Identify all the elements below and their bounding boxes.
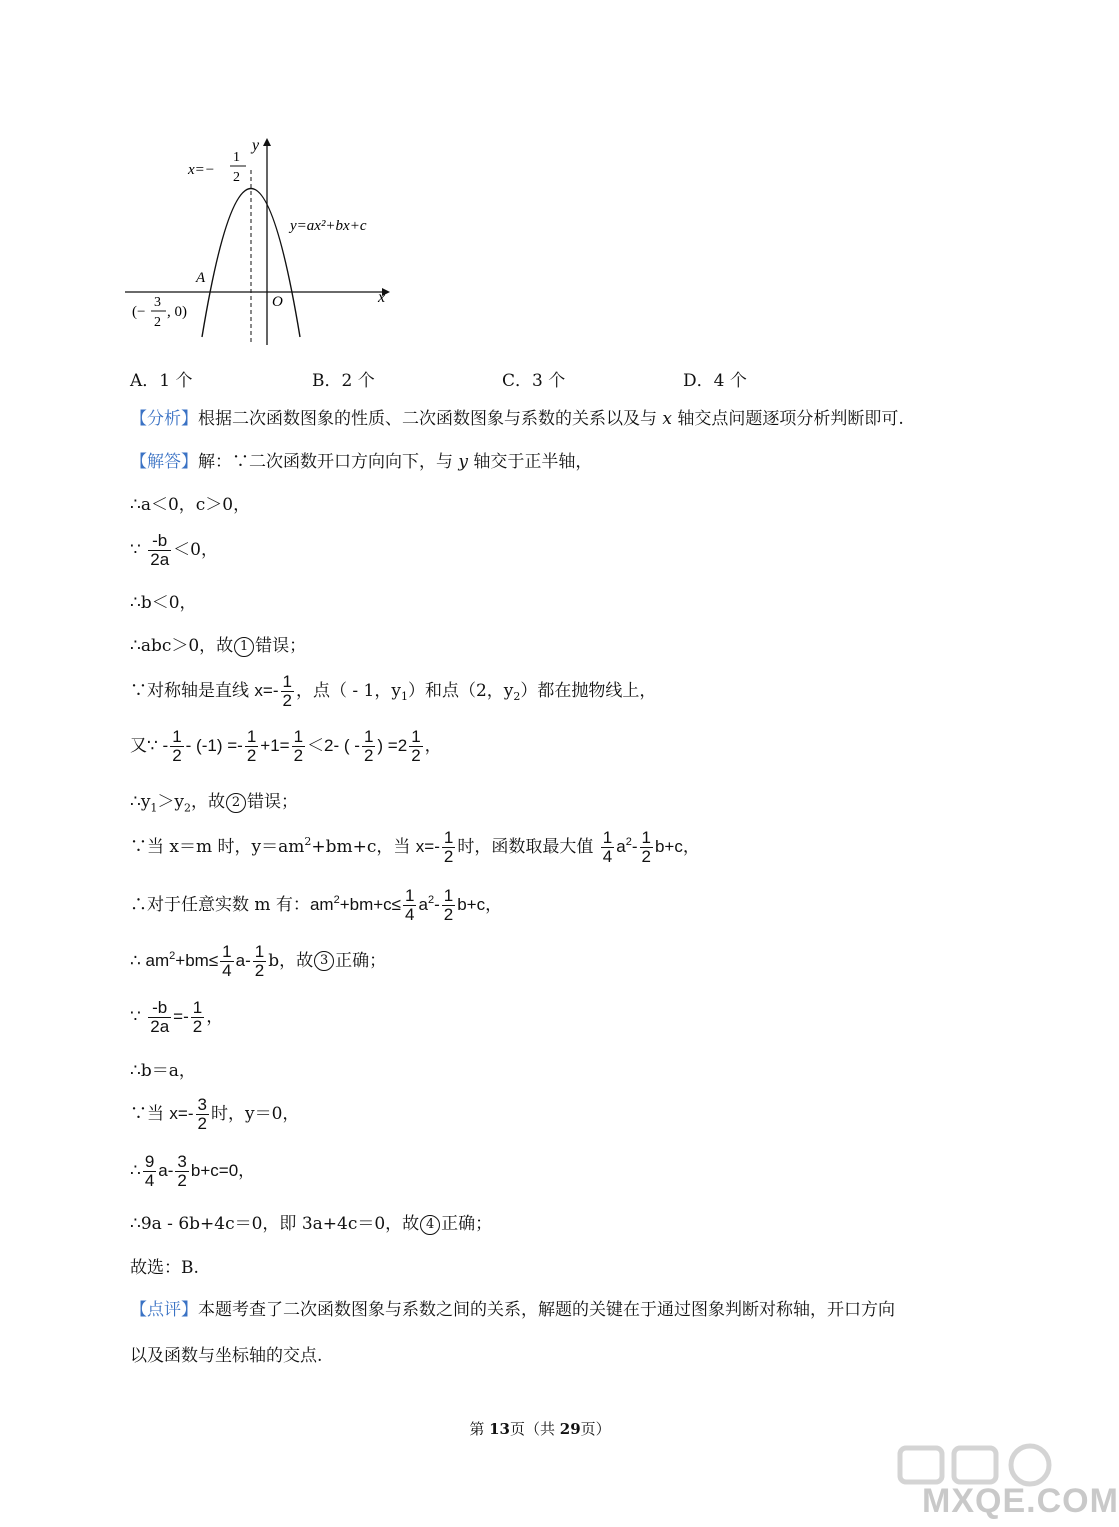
- solution-text: -: [631, 836, 638, 856]
- circled-number: 2: [226, 793, 246, 813]
- solution-text: +bm+c，当: [311, 836, 416, 857]
- footer-text: 页（共: [509, 1420, 560, 1438]
- solution-line-14: [130, 1096, 299, 1133]
- analysis-text: 轴交点问题逐项分析判断即可.: [672, 409, 904, 429]
- point-a-label: A: [196, 270, 206, 286]
- superscript: 2: [427, 894, 435, 907]
- solution-line-5: [130, 636, 306, 657]
- option-text: 2 个: [341, 371, 375, 391]
- axis-eq-num: 1: [233, 150, 240, 165]
- solution-text: 错误；: [255, 636, 307, 656]
- solution-line-8: [130, 792, 298, 815]
- solution-text: b，故: [268, 950, 314, 971]
- solution-text: 错误；: [247, 792, 299, 812]
- solution-line-6: [130, 673, 656, 710]
- solution-text: 时，函数取最大值: [457, 836, 599, 857]
- solution-text: ∴: [130, 1160, 141, 1181]
- solution-text: ，故: [191, 792, 226, 812]
- point-coord-close: , 0): [167, 304, 187, 320]
- solution-text: ∴ am: [130, 950, 170, 970]
- fraction: $\frac{1}{2}$: [246, 727, 257, 765]
- subscript: 2: [513, 690, 521, 704]
- fraction: $\frac{1}{4}$: [222, 942, 232, 980]
- solution-text: 轴交于正半轴，: [468, 452, 593, 472]
- solution-var: am: [309, 894, 334, 914]
- solution-var: x=-: [254, 680, 279, 700]
- subscript: 2: [184, 801, 192, 815]
- option-text: 4 个: [713, 371, 747, 391]
- solution-line-9: [130, 829, 700, 866]
- solution-text: b+c=0，: [190, 1160, 256, 1180]
- fraction: $\frac{1}{2}$: [172, 727, 182, 765]
- solution-text: ∵当: [130, 1103, 170, 1124]
- solution-line-12: [130, 999, 223, 1036]
- solution-text: 时，y＝0，: [210, 1103, 300, 1124]
- solution-line-15: [130, 1153, 255, 1190]
- solution-line-3: [130, 532, 218, 569]
- solution-text: b+c，: [654, 836, 700, 856]
- analysis-var: x: [662, 409, 672, 429]
- axis-eq-prefix: x=−: [188, 162, 215, 178]
- solution-text: +bm+c≤: [339, 894, 401, 914]
- solution-var: x=-: [415, 836, 440, 856]
- option-letter: C．: [502, 371, 533, 391]
- solution-text: ∵对称轴是直线: [130, 680, 255, 701]
- analysis-line: [130, 409, 904, 429]
- solution-text: ∴abc＞0，故: [130, 636, 234, 656]
- comment-tag: 【点评】: [130, 1300, 198, 1320]
- page-number: 13: [489, 1420, 510, 1438]
- point-coord-open: (−: [132, 304, 146, 320]
- solution-text: ) =2: [377, 735, 408, 755]
- fraction: $\frac{1}{2}$: [254, 942, 265, 980]
- fraction: $\frac{1}{2}$: [282, 672, 292, 710]
- comment-line-2: 以及函数与坐标轴的交点.: [130, 1346, 323, 1366]
- subscript: 1: [400, 690, 408, 704]
- solution-line-4: ∴b＜0，: [130, 593, 197, 613]
- solution-var: a: [418, 894, 428, 914]
- solution-text: b+c，: [457, 894, 503, 914]
- fraction: $\frac{1}{4}$: [602, 828, 613, 866]
- solution-text: ＞y: [157, 792, 185, 812]
- comment-line-1: [130, 1300, 895, 1320]
- solution-line-11: [130, 943, 386, 980]
- option-text: 1 个: [159, 371, 193, 391]
- watermark-text: MXQE.COM: [922, 1482, 1119, 1520]
- fraction: $\frac{1}{2}$: [411, 727, 421, 765]
- solution-text: a-: [158, 1160, 174, 1180]
- fraction: $\frac{1}{4}$: [405, 886, 415, 924]
- solution-text: 正确；: [335, 950, 387, 971]
- footer-text: 页）: [580, 1420, 611, 1438]
- solution-line-17: 故选：B.: [130, 1258, 199, 1278]
- answer-options: [0, 366, 1080, 390]
- solution-text: ∵当 x＝m 时，y＝am: [130, 836, 305, 857]
- fraction: $\frac{1}{2}$: [363, 727, 374, 765]
- superscript: 2: [304, 835, 312, 849]
- solution-text: ）都在抛物线上，: [520, 680, 657, 701]
- solution-text: ∴9a - 6b+4c＝0，即 3a+4c＝0，故: [130, 1214, 420, 1234]
- solution-text: ∵: [130, 539, 147, 560]
- solution-line-1: [130, 452, 592, 472]
- solution-var: x=-: [169, 1103, 194, 1123]
- solution-text: =-: [173, 1006, 189, 1026]
- fraction: $\frac{-b}{2a}$: [150, 998, 170, 1036]
- subscript: 1: [150, 801, 158, 815]
- solution-line-10: [130, 887, 502, 924]
- fraction: $\frac{1}{2}$: [192, 998, 203, 1036]
- solution-line-7: [130, 728, 442, 765]
- fraction: $\frac{3}{2}$: [177, 1152, 187, 1190]
- solution-text: 又∵ -: [130, 735, 169, 755]
- option-d: [683, 366, 747, 391]
- solution-text: 正确；: [441, 1214, 493, 1234]
- solution-text: ∵: [130, 1006, 147, 1027]
- fraction: $\frac{3}{2}$: [197, 1095, 207, 1133]
- circled-number: 4: [420, 1215, 440, 1235]
- solution-text: ，点（ - 1，y: [295, 680, 401, 701]
- analysis-tag: 【分析】: [130, 409, 198, 429]
- y-axis-label: y: [252, 137, 260, 154]
- solution-text: +1=: [260, 735, 290, 755]
- solution-var: a: [616, 836, 626, 856]
- superscript: 2: [169, 950, 176, 963]
- analysis-text: 根据二次函数图象的性质、二次函数图象与系数的关系以及与: [198, 409, 663, 429]
- solution-text: 解：∵二次函数开口方向向下，与: [198, 452, 459, 472]
- solution-text: ，: [206, 1006, 224, 1027]
- solution-text: ＜2- ( -: [307, 735, 360, 755]
- solution-tag: 【解答】: [130, 452, 198, 472]
- solution-text: +bm≤: [175, 950, 219, 970]
- fraction: $\frac{-b}{2a}$: [150, 531, 170, 569]
- solution-text: - (-1) =-: [185, 735, 243, 755]
- option-text: 3 个: [532, 371, 566, 391]
- function-label: y=ax²+bx+c: [290, 218, 367, 234]
- option-letter: D．: [683, 371, 714, 391]
- footer-text: 第: [469, 1420, 490, 1438]
- parabola-graph: [120, 130, 420, 350]
- superscript: 2: [333, 894, 340, 907]
- solution-line-16: [130, 1214, 492, 1235]
- solution-text: ＜0，: [173, 539, 218, 560]
- page-total: 29: [559, 1420, 581, 1438]
- solution-text: -: [434, 894, 440, 914]
- page-footer: [0, 1418, 1080, 1439]
- solution-text: ）和点（2，y: [407, 680, 514, 701]
- origin-label: O: [272, 294, 283, 310]
- axis-eq-den: 2: [233, 170, 240, 185]
- solution-line-13: ∴b＝a，: [130, 1061, 196, 1081]
- solution-text: ∴对于任意实数 m 有：: [130, 894, 310, 915]
- option-letter: B．: [312, 371, 342, 391]
- option-c: [502, 366, 565, 391]
- fraction: $\frac{1}{2}$: [293, 727, 304, 765]
- point-coord-den: 2: [154, 315, 161, 330]
- option-a: [130, 366, 193, 391]
- x-axis-label: x: [378, 289, 386, 306]
- solution-text: ∴y: [130, 792, 151, 812]
- fraction: $\frac{1}{2}$: [443, 886, 454, 924]
- circled-number: 3: [314, 951, 334, 971]
- comment-text: 本题考查了二次函数图象与系数之间的关系，解题的关键在于通过图象判断对称轴，开口方向: [198, 1300, 895, 1320]
- option-letter: A．: [130, 371, 160, 391]
- fraction: $\frac{1}{2}$: [641, 828, 651, 866]
- solution-var: y: [458, 452, 469, 472]
- solution-line-2: ∴a＜0，c＞0，: [130, 495, 251, 515]
- y-axis-arrow: [263, 138, 271, 146]
- solution-text: ，: [424, 735, 442, 755]
- superscript: 2: [625, 836, 632, 849]
- point-coord-num: 3: [154, 295, 161, 310]
- circled-number: 1: [234, 637, 254, 657]
- option-b: [312, 366, 375, 391]
- fraction: $\frac{1}{2}$: [443, 828, 454, 866]
- fraction: $\frac{9}{4}$: [144, 1152, 155, 1190]
- solution-text: a-: [235, 950, 251, 970]
